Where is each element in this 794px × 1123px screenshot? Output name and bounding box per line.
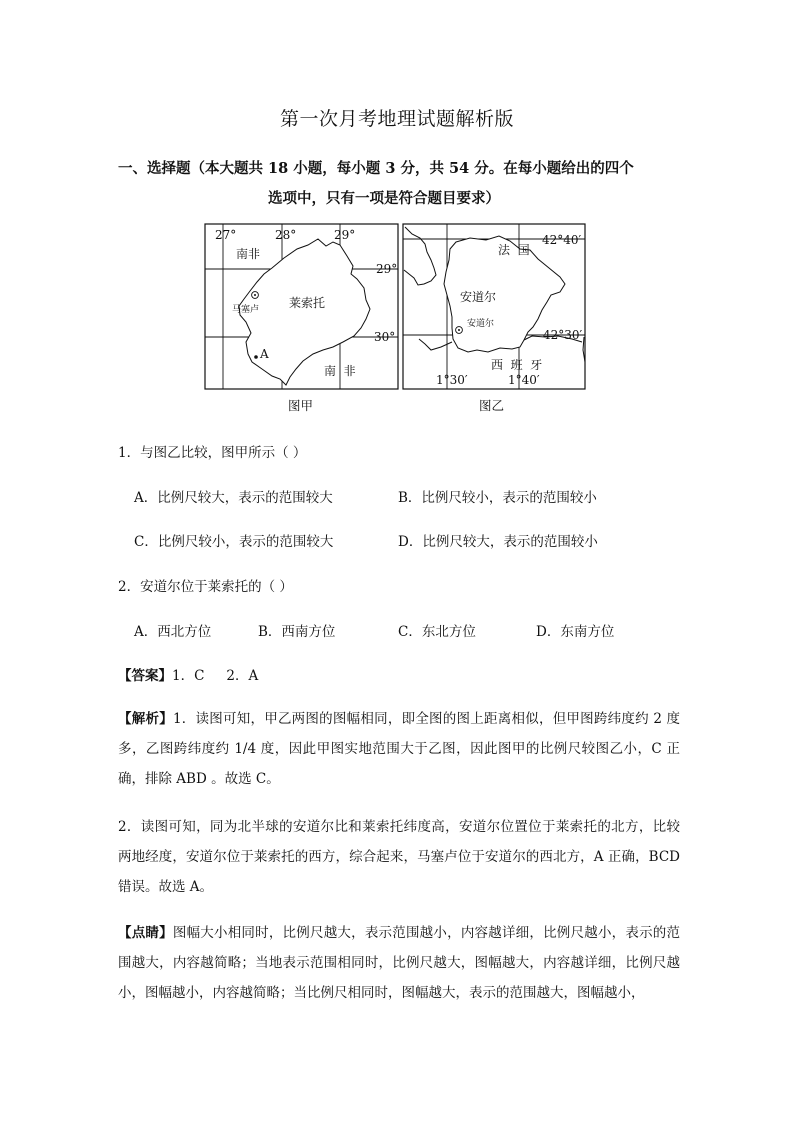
map-jia <box>205 224 398 389</box>
analysis-paragraph-2: 2．读图可知，同为北半球的安道尔比和莱索托纬度高，安道尔位置位于莱索托的北方，比较两地经度，安道尔位于莱索托的西方，综合起来，马塞卢位于安道尔的西北方，A 正确，BCD 错误。故选 A。 <box>118 819 680 895</box>
label-point-a: A <box>260 347 269 361</box>
lat-label-30: 30° <box>374 330 396 344</box>
question-2-option-a: A．西北方位 <box>134 624 212 640</box>
dianjing-paragraph <box>118 918 680 1008</box>
caption-jia: 图甲 <box>288 398 314 413</box>
answer-2: 2．A <box>226 668 259 684</box>
question-2-stem: 2．安道尔位于莱索托的（ ） <box>118 579 293 595</box>
caption-yi: 图乙 <box>479 398 505 413</box>
lon-label-1-40: 1°40′ <box>508 373 540 387</box>
dianjing-tag: 【点睛】 <box>118 925 173 941</box>
analysis-text-1: 1．读图可知，甲乙两图的图幅相同，即全图的图上距离相似，但甲图跨纬度约 2 度多，乙图跨纬度约 1/4 度，因此甲图实地范围大于乙图，因此图甲的比例尺较图乙小，C 正确，排除 ABD 。故选 C。 <box>118 711 680 787</box>
question-1-option-a: A．比例尺较大，表示的范围较大 <box>134 490 333 506</box>
point-a-marker <box>254 355 258 359</box>
question-1-option-c: C．比例尺较小，表示的范围较大 <box>134 534 334 550</box>
lon-label-28: 28° <box>275 228 297 242</box>
label-south-africa-top: 南非 <box>236 247 261 261</box>
answer-1: 1．C <box>172 668 205 684</box>
label-andorra: 安道尔 <box>460 290 497 304</box>
question-2-option-c: C．东北方位 <box>398 624 476 640</box>
analysis-tag: 【解析】 <box>118 711 173 727</box>
analysis-paragraph-1 <box>118 704 680 794</box>
question-1-option-d: D．比例尺较大，表示的范围较小 <box>398 534 598 550</box>
lat-label-29: 29° <box>376 262 398 276</box>
label-andorra-city: 安道尔 <box>467 319 495 329</box>
dianjing-text: 图幅大小相同时，比例尺越大，表示范围越小，内容越详细，比例尺越小，表示的范围越大，内容越简略；当地表示范围相同时，比例尺越大，图幅越大，内容越详细，比例尺越小，图幅越小，内容越简略；当比例尺相同时，图幅越大，表示的范围越大，图幅越小， <box>118 925 681 1001</box>
left-border-line <box>404 227 436 285</box>
answer-tag: 【答案】 <box>118 668 172 684</box>
section-heading-line1: 一、选择题（本大题共 18 小题，每小题 3 分，共 54 分。在每小题给出的四个 <box>118 160 634 177</box>
question-2-option-b: B．西南方位 <box>258 624 336 640</box>
map-figure-svg <box>0 222 794 418</box>
lon-label-27: 27° <box>215 228 237 242</box>
map-figure <box>0 222 794 418</box>
label-spain: 西 班 牙 <box>491 358 543 372</box>
label-maseru: 马塞卢 <box>232 305 260 315</box>
label-lesotho: 莱索托 <box>289 296 326 310</box>
label-south-africa-bottom: 南 非 <box>324 364 356 378</box>
map-yi <box>403 224 585 389</box>
lat-label-42-30: 42°30′ <box>543 328 583 342</box>
section-heading-line2: 选项中，只有一项是符合题目要求） <box>268 190 500 207</box>
label-france: 法 国 <box>498 243 530 257</box>
answer-line <box>118 664 258 684</box>
question-1-option-b: B．比例尺较小，表示的范围较小 <box>398 490 597 506</box>
page-title: 第一次月考地理试题解析版 <box>279 108 514 130</box>
lat-label-42-40: 42°40′ <box>542 233 582 247</box>
question-2-option-d: D．东南方位 <box>536 624 615 640</box>
lon-label-29: 29° <box>334 228 356 242</box>
lon-label-1-30: 1°30′ <box>436 373 468 387</box>
section-heading <box>118 154 698 214</box>
question-1-stem: 1．与图乙比较，图甲所示（ ） <box>118 445 307 461</box>
